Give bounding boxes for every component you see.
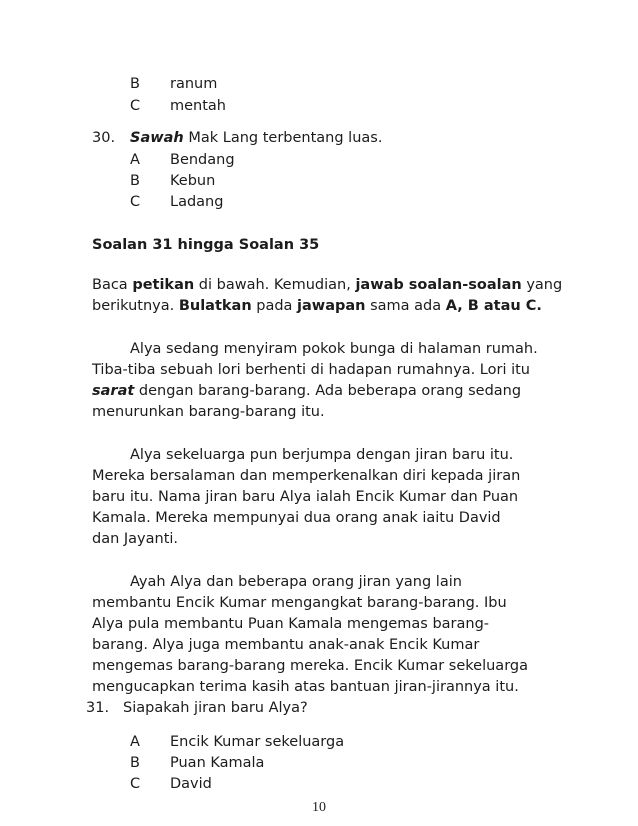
option-letter: B — [130, 173, 140, 189]
instruction-bold: petikan — [132, 277, 195, 293]
instruction-bold: A, B atau C. — [445, 298, 542, 314]
option-text: David — [170, 776, 212, 792]
instruction-part: yang — [521, 277, 563, 293]
option-letter: C — [130, 98, 141, 114]
page-number: 10 — [312, 800, 326, 815]
passage-p2-line-2: Mereka bersalaman dan memperkenalkan diri kepada jiran — [92, 468, 521, 484]
instruction-part: berikutnya. — [92, 298, 179, 314]
section-heading-text: Soalan 31 hingga Soalan 35 — [92, 237, 320, 253]
instruction-part: sama ada — [365, 298, 446, 314]
passage-p2-line-4: Kamala. Mereka mempunyai dua orang anak iaitu David — [92, 510, 501, 526]
option-text: ranum — [170, 76, 218, 92]
question-number: 31. — [86, 700, 110, 716]
question-number: 30. — [92, 130, 116, 146]
instruction-part: Baca — [92, 277, 133, 293]
option-text: Bendang — [170, 152, 235, 168]
instruction-bold: Bulatkan — [178, 298, 252, 314]
instruction-part: di bawah. Kemudian, — [194, 277, 356, 293]
option-text: Encik Kumar sekeluarga — [170, 734, 345, 750]
option-letter: B — [130, 755, 140, 771]
option-letter: A — [130, 152, 140, 168]
instruction-bold: jawapan — [297, 298, 366, 314]
option-letter: C — [130, 194, 141, 210]
passage-text: dengan barang-barang. Ada beberapa orang sedang — [134, 383, 522, 399]
passage-p3-line-2: membantu Encik Kumar mengangkat barang-barang. Ibu — [92, 595, 507, 611]
option-letter: C — [130, 776, 141, 792]
question-keyword: Sawah — [130, 130, 184, 146]
instruction-line-2 — [92, 298, 542, 314]
question-text — [130, 130, 382, 146]
instruction-line-1 — [92, 277, 562, 293]
question-text: Siapakah jiran baru Alya? — [123, 700, 308, 716]
passage-keyword: sarat — [92, 383, 135, 399]
passage-p1-line-3 — [92, 383, 521, 399]
passage-p1-line-1: Alya sedang menyiram pokok bunga di halaman rumah. — [130, 341, 538, 357]
option-text: Kebun — [170, 173, 216, 189]
instruction-part: pada — [251, 298, 298, 314]
passage-p1-line-4: menurunkan barang-barang itu. — [92, 404, 325, 420]
passage-p3-line-5: mengemas barang-barang mereka. Encik Kumar sekeluarga — [92, 658, 528, 674]
section-heading — [92, 237, 319, 253]
option-letter: A — [130, 734, 140, 750]
option-text: mentah — [170, 98, 226, 114]
passage-p3-line-1: Ayah Alya dan beberapa orang jiran yang lain — [130, 574, 462, 590]
passage-p1-line-2: Tiba-tiba sebuah lori berhenti di hadapan rumahnya. Lori itu — [92, 362, 531, 378]
passage-p3-line-4: barang. Alya juga membantu anak-anak Encik Kumar — [92, 637, 480, 653]
passage-p2-line-1: Alya sekeluarga pun berjumpa dengan jiran baru itu. — [130, 447, 514, 463]
option-text: Ladang — [170, 194, 224, 210]
option-letter: B — [130, 76, 140, 92]
passage-p3-line-6: mengucapkan terima kasih atas bantuan jiran-jirannya itu. — [92, 679, 519, 695]
option-text: Puan Kamala — [170, 755, 265, 771]
instruction-bold: jawab soalan-soalan — [355, 277, 522, 293]
passage-p2-line-5: dan Jayanti. — [92, 531, 179, 547]
passage-p2-line-3: baru itu. Nama jiran baru Alya ialah Encik Kumar dan Puan — [92, 489, 519, 505]
question-rest: Mak Lang terbentang luas. — [183, 130, 383, 146]
passage-p3-line-3: Alya pula membantu Puan Kamala mengemas barang- — [92, 616, 490, 632]
